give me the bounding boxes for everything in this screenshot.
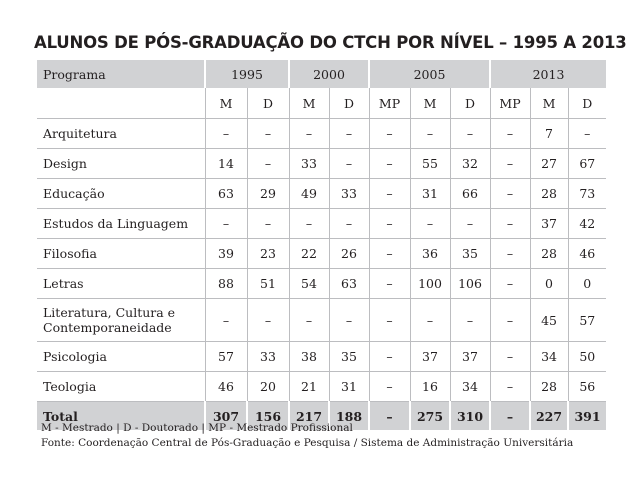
table-cell: – [289,299,329,342]
table-cell: 45 [530,299,568,342]
table-row [37,149,606,179]
table-cell: 66 [450,179,490,209]
table-cell: – [369,269,410,299]
table-cell: – [247,299,289,342]
table-cell: 35 [450,239,490,269]
table-cell: – [205,209,247,239]
level-header: MP [490,88,530,119]
table-cell: 22 [289,239,329,269]
table-cell: 37 [530,209,568,239]
table-cell: 35 [329,342,369,372]
legend-note: M - Mestrado | D - Doutorado | MP - Mestrado Profissional [41,422,353,434]
total-cell: 310 [450,402,490,431]
table-cell: 28 [530,372,568,402]
table-cell: – [369,149,410,179]
table-cell: 36 [410,239,450,269]
total-cell: 307 [205,402,247,431]
year-header-row [37,60,606,88]
program-name: Educação [37,179,205,209]
table-row [37,372,606,402]
level-header: M [289,88,329,119]
total-label: Total [37,402,205,431]
table-cell: – [410,299,450,342]
table-row [37,299,606,342]
table-cell: – [369,119,410,149]
table-cell: 33 [289,149,329,179]
table-cell: – [369,299,410,342]
program-header: Programa [37,60,205,88]
table-cell: 34 [530,342,568,372]
total-cell: – [369,402,410,431]
table-footer [41,421,573,451]
table-cell: – [369,372,410,402]
program-name: Psicologia [37,342,205,372]
total-cell: 156 [247,402,289,431]
table-cell: – [490,342,530,372]
program-name [37,299,205,342]
table-row [37,209,606,239]
table-cell: 14 [205,149,247,179]
table-cell: – [568,119,606,149]
table-cell: 27 [530,149,568,179]
table-cell: – [450,299,490,342]
level-header: M [410,88,450,119]
level-header: MP [369,88,410,119]
table-cell: – [450,119,490,149]
table-cell: – [490,372,530,402]
table-cell: 50 [568,342,606,372]
table-cell: 37 [450,342,490,372]
table-row [37,239,606,269]
table-cell: 28 [530,239,568,269]
source-note: Fonte: Coordenação Central de Pós-Graduação e Pesquisa / Sistema de Administração Universitária [41,437,574,449]
table-cell: 56 [568,372,606,402]
table-row [37,119,606,149]
table-cell: 57 [205,342,247,372]
table-cell: 28 [530,179,568,209]
total-cell: 217 [289,402,329,431]
table-cell: 57 [568,299,606,342]
table-cell: 26 [329,239,369,269]
level-header: M [205,88,247,119]
table-cell: 46 [568,239,606,269]
table-cell: – [247,149,289,179]
year-header-1995: 1995 [205,60,289,88]
total-cell: 275 [410,402,450,431]
table-cell: 63 [329,269,369,299]
program-name-line: Contemporaneidade [43,320,172,335]
table-cell: 63 [205,179,247,209]
table-cell: – [410,119,450,149]
table-cell: 88 [205,269,247,299]
table-cell: 49 [289,179,329,209]
total-cell: 227 [530,402,568,431]
table-cell: 55 [410,149,450,179]
table-cell: – [490,209,530,239]
table-cell: – [410,209,450,239]
table-cell: 0 [568,269,606,299]
table-row [37,342,606,372]
table-cell: 0 [530,269,568,299]
graduate-students-table [37,60,606,430]
table-cell: 34 [450,372,490,402]
table-cell: 42 [568,209,606,239]
table-cell: – [247,209,289,239]
level-header: D [568,88,606,119]
total-cell: – [490,402,530,431]
program-name: Estudos da Linguagem [37,209,205,239]
table-cell: – [490,149,530,179]
table-cell: – [329,119,369,149]
level-header-row [37,88,606,119]
year-header-2005: 2005 [369,60,490,88]
table-cell: 7 [530,119,568,149]
table-cell: 23 [247,239,289,269]
table-cell: 20 [247,372,289,402]
table-cell: – [369,239,410,269]
level-header: D [247,88,289,119]
table-cell: 16 [410,372,450,402]
table-cell: – [490,269,530,299]
table-cell: 39 [205,239,247,269]
table-cell: 100 [410,269,450,299]
table-cell: – [329,149,369,179]
level-header-blank [37,88,205,119]
level-header: D [329,88,369,119]
table-cell: 38 [289,342,329,372]
table-cell: – [369,342,410,372]
table-cell: – [369,179,410,209]
table-cell: – [289,209,329,239]
table-cell: 67 [568,149,606,179]
total-cell: 391 [568,402,606,431]
table-cell: 46 [205,372,247,402]
year-header-2013: 2013 [490,60,606,88]
program-name: Filosofia [37,239,205,269]
level-header: D [450,88,490,119]
table-row [37,269,606,299]
table-cell: – [369,209,410,239]
table-cell: 33 [247,342,289,372]
table-cell: 21 [289,372,329,402]
table-cell: 106 [450,269,490,299]
table-cell: 29 [247,179,289,209]
table-cell: – [490,179,530,209]
table-cell: – [450,209,490,239]
table-cell: – [205,119,247,149]
table-cell: – [329,209,369,239]
table-cell: – [490,299,530,342]
table-cell: 31 [410,179,450,209]
program-name: Design [37,149,205,179]
level-header: M [530,88,568,119]
table-title: ALUNOS DE PÓS-GRADUAÇÃO DO CTCH POR NÍVEL – 1995 A 2013 [34,33,627,52]
table-body [37,119,606,431]
table-cell: 33 [329,179,369,209]
program-name-line: Literatura, Cultura e [43,305,176,320]
table-cell: – [329,299,369,342]
table-cell: 51 [247,269,289,299]
table-cell: 37 [410,342,450,372]
table-cell: – [205,299,247,342]
table-cell: – [490,239,530,269]
table-row [37,179,606,209]
table-cell: – [490,119,530,149]
table-cell: 73 [568,179,606,209]
table-cell: – [289,119,329,149]
table-cell: 31 [329,372,369,402]
year-header-2000: 2000 [289,60,369,88]
program-name: Letras [37,269,205,299]
table-cell: 32 [450,149,490,179]
table-cell: 54 [289,269,329,299]
program-name: Arquitetura [37,119,205,149]
total-cell: 188 [329,402,369,431]
program-name: Teologia [37,372,205,402]
table-cell: – [247,119,289,149]
